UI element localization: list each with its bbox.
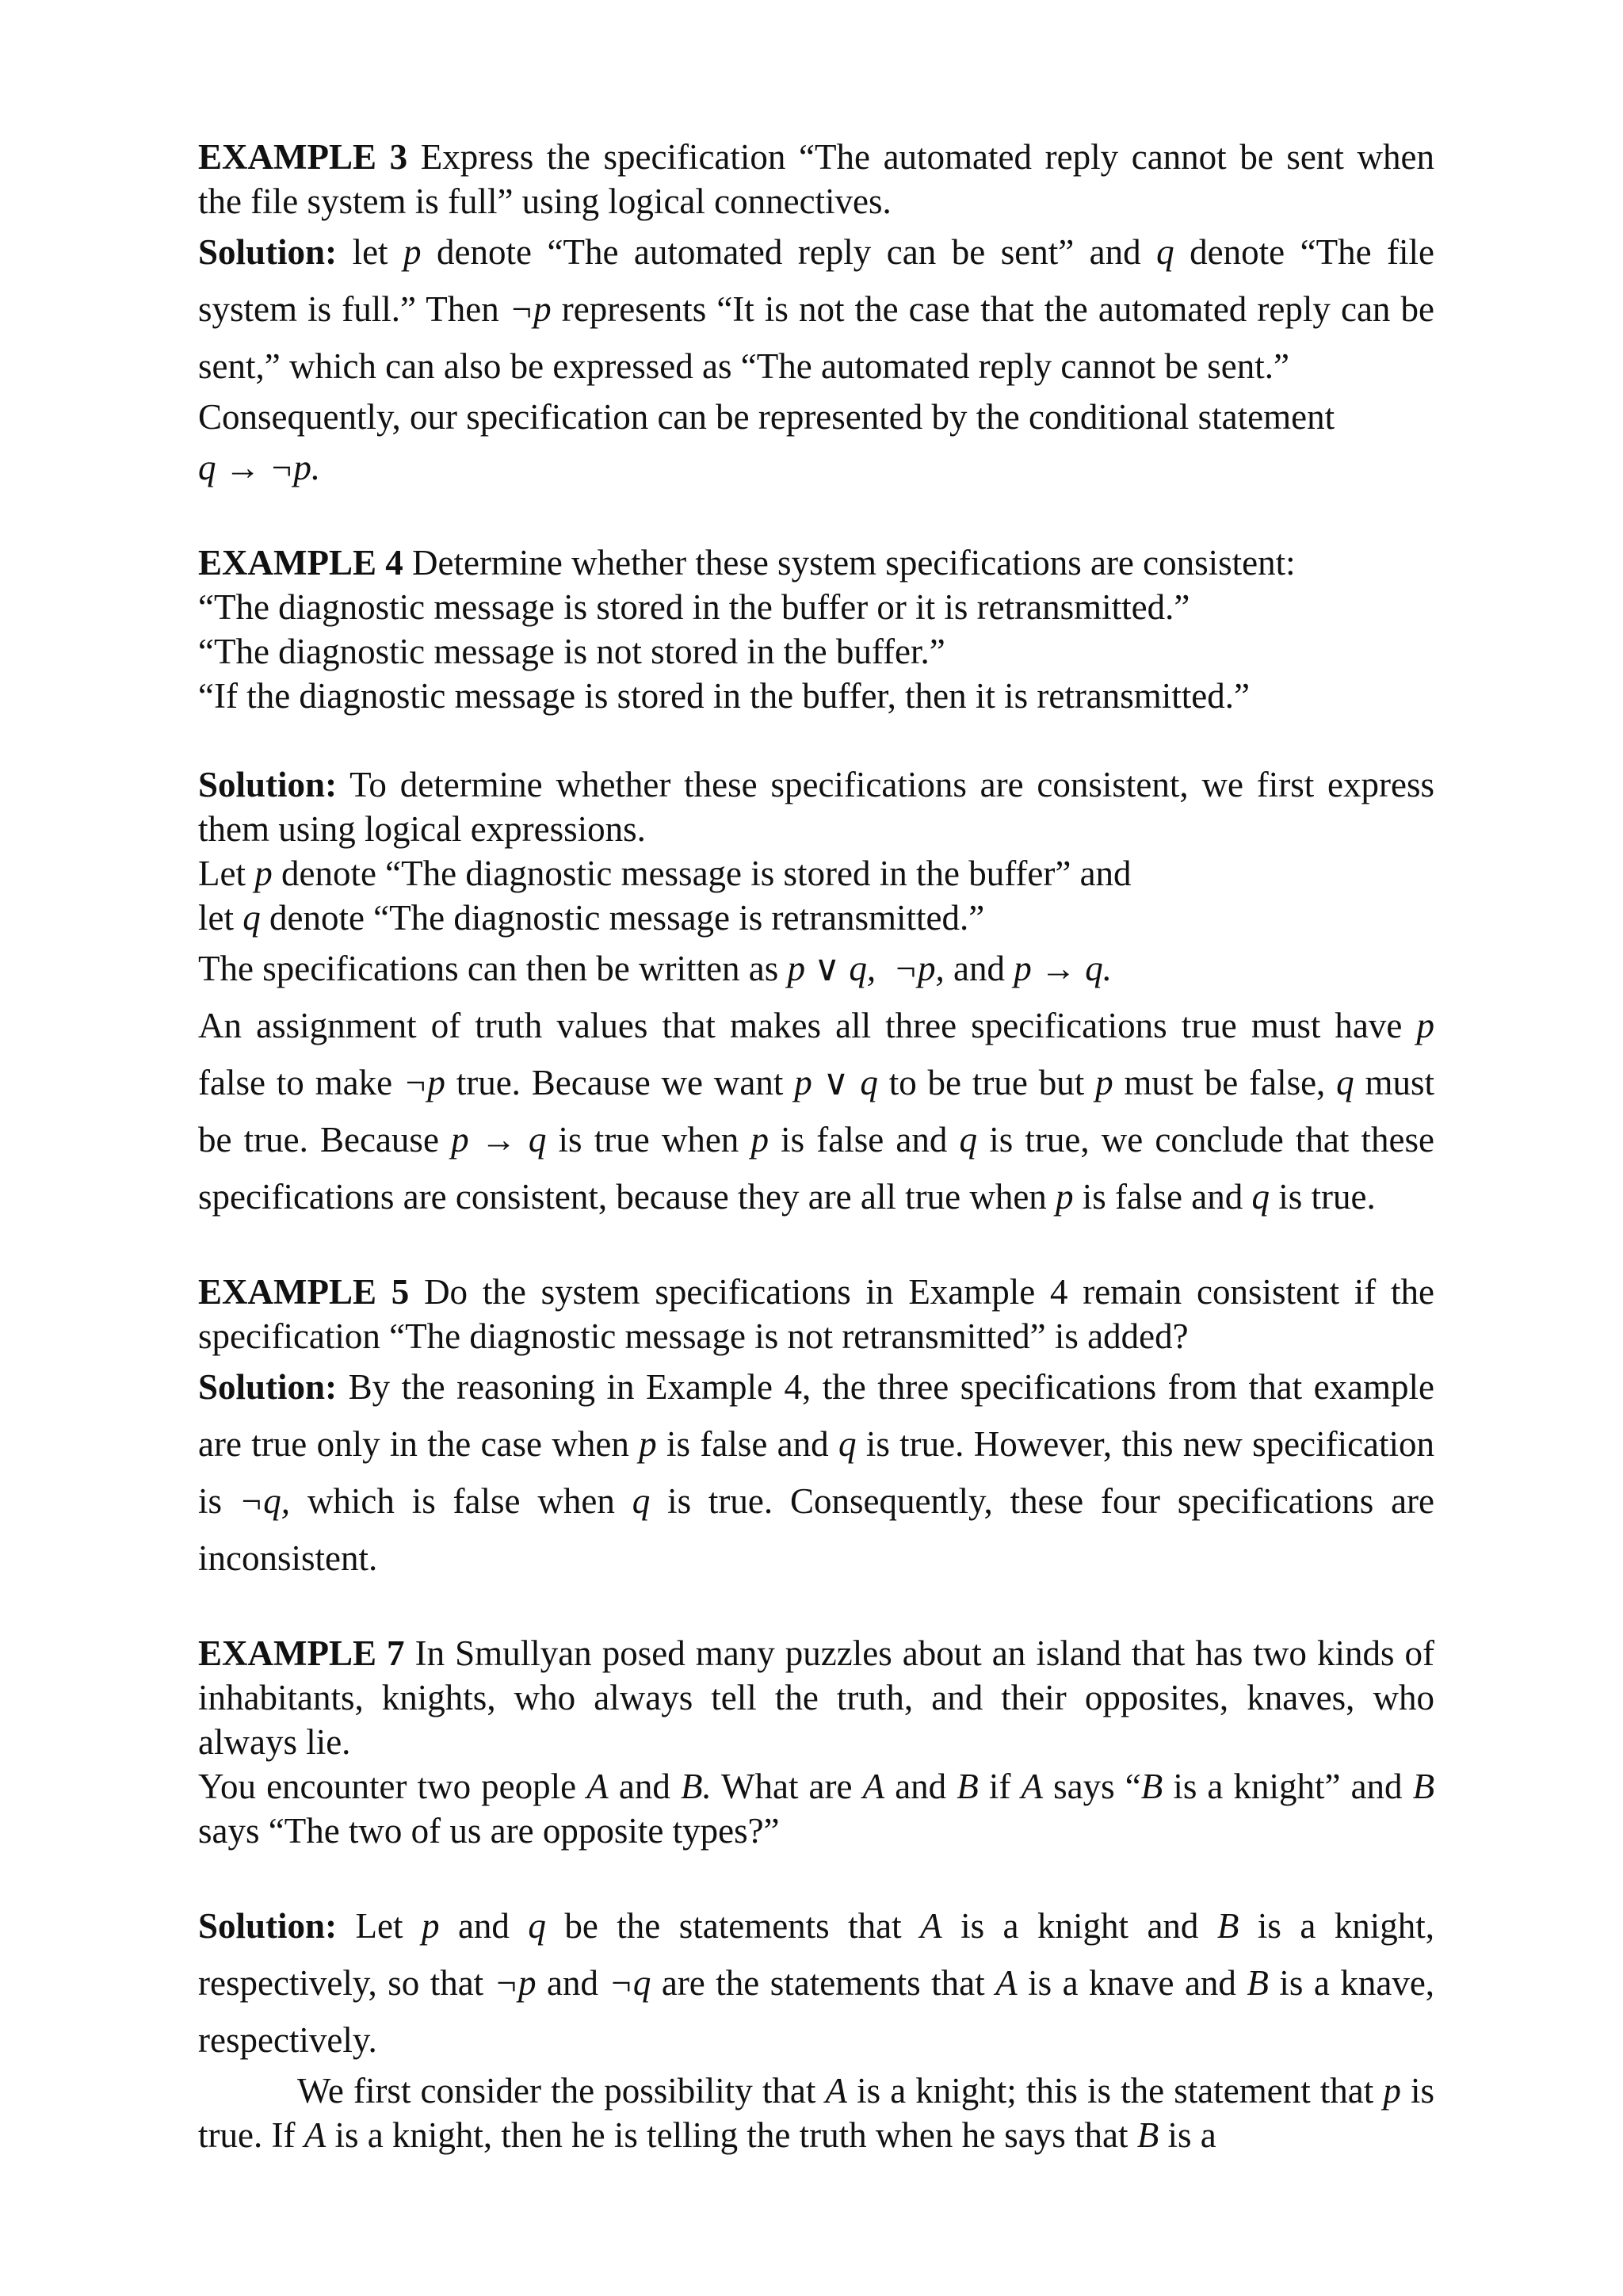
solution-label: Solution: <box>198 232 338 272</box>
example-5-statement: EXAMPLE 5 Do the system specifications in Example 4 remain consistent if the specification “The diagnostic message is not retransmitted” is added? <box>198 1272 1435 1356</box>
solution-label: Solution: <box>198 1367 338 1407</box>
solution-label: Solution: <box>198 765 338 804</box>
example-7-title: EXAMPLE 7 <box>198 1633 405 1673</box>
example-3-title: EXAMPLE 3 <box>198 137 408 177</box>
solution-label: Solution: <box>198 1906 338 1946</box>
example-3-solution: Solution: let p denote “The automated reply can be sent” and q denote “The file system is full.” Then ¬p represents “It is not the case that the automated reply can be sent,” which can also be expressed as “The automated reply cannot be sent.” <box>198 232 1434 386</box>
specification-2: “The diagnostic message is not stored in the buffer.” <box>198 632 945 671</box>
example-7-solution: Solution: Let p and q be the statements that A is a knight and B is a knight, respectively, so that ¬p and ¬q are the statements that A is a knave and B is a knave, respectively. <box>198 1906 1435 2060</box>
example-4-solution: Solution: To determine whether these specifications are consistent, we first express them using logical expressions. <box>198 765 1434 849</box>
example-4-statement: EXAMPLE 4 Determine whether these system specifications are consistent: <box>198 543 1296 583</box>
example-3-conclusion: Consequently, our specification can be represented by the conditional statement <box>198 397 1335 437</box>
example-7-question: You encounter two people A and B. What are A and B if A says “B is a knight” and B says “The two of us are opposite types?” <box>198 1767 1435 1851</box>
specification-3: “If the diagnostic message is stored in the buffer, then it is retransmitted.” <box>198 676 1250 716</box>
example-4-title: EXAMPLE 4 <box>198 543 403 583</box>
example-5-title: EXAMPLE 5 <box>198 1272 410 1312</box>
let-p-line: Let p denote “The diagnostic message is stored in the buffer” and <box>198 854 1132 893</box>
example-3-formula: q → ¬p. <box>198 448 321 487</box>
let-q-line: let q denote “The diagnostic message is retransmitted.” <box>198 898 985 938</box>
truth-assignment-paragraph: An assignment of truth values that makes all three specifications true must have p false to make ¬p true. Because we want p ∨ q to be true but p must be false, q must be true. Because p → q is true when p is false and q is true, we conclude that these specifications are consistent, because they are all true when p is false and q is true. <box>198 1006 1435 1217</box>
example-5-solution: Solution: By the reasoning in Example 4, the three specifications from that example are true only in the case when p is false and q is true. However, this new specification is ¬q, which is false when q is true. Consequently, these four specifications are inconsistent. <box>198 1367 1435 1578</box>
specifications-formulas: The specifications can then be written as p ∨ q, ¬p, and p → q. <box>198 949 1113 988</box>
example-3-statement: EXAMPLE 3 Express the specification “The automated reply cannot be sent when the file system is full” using logical connectives. <box>198 137 1435 221</box>
example-7-statement: EXAMPLE 7 In Smullyan posed many puzzles about an island that has two kinds of inhabitants, knights, who always tell the truth, and their opposites, knaves, who always lie. <box>198 1633 1435 1762</box>
document-page <box>198 135 1434 2157</box>
example-7-paragraph: We first consider the possibility that A is a knight; this is the statement that p is true. If A is a knight, then he is telling the truth when he says that B is a <box>198 2071 1435 2155</box>
specification-1: “The diagnostic message is stored in the buffer or it is retransmitted.” <box>198 587 1190 627</box>
